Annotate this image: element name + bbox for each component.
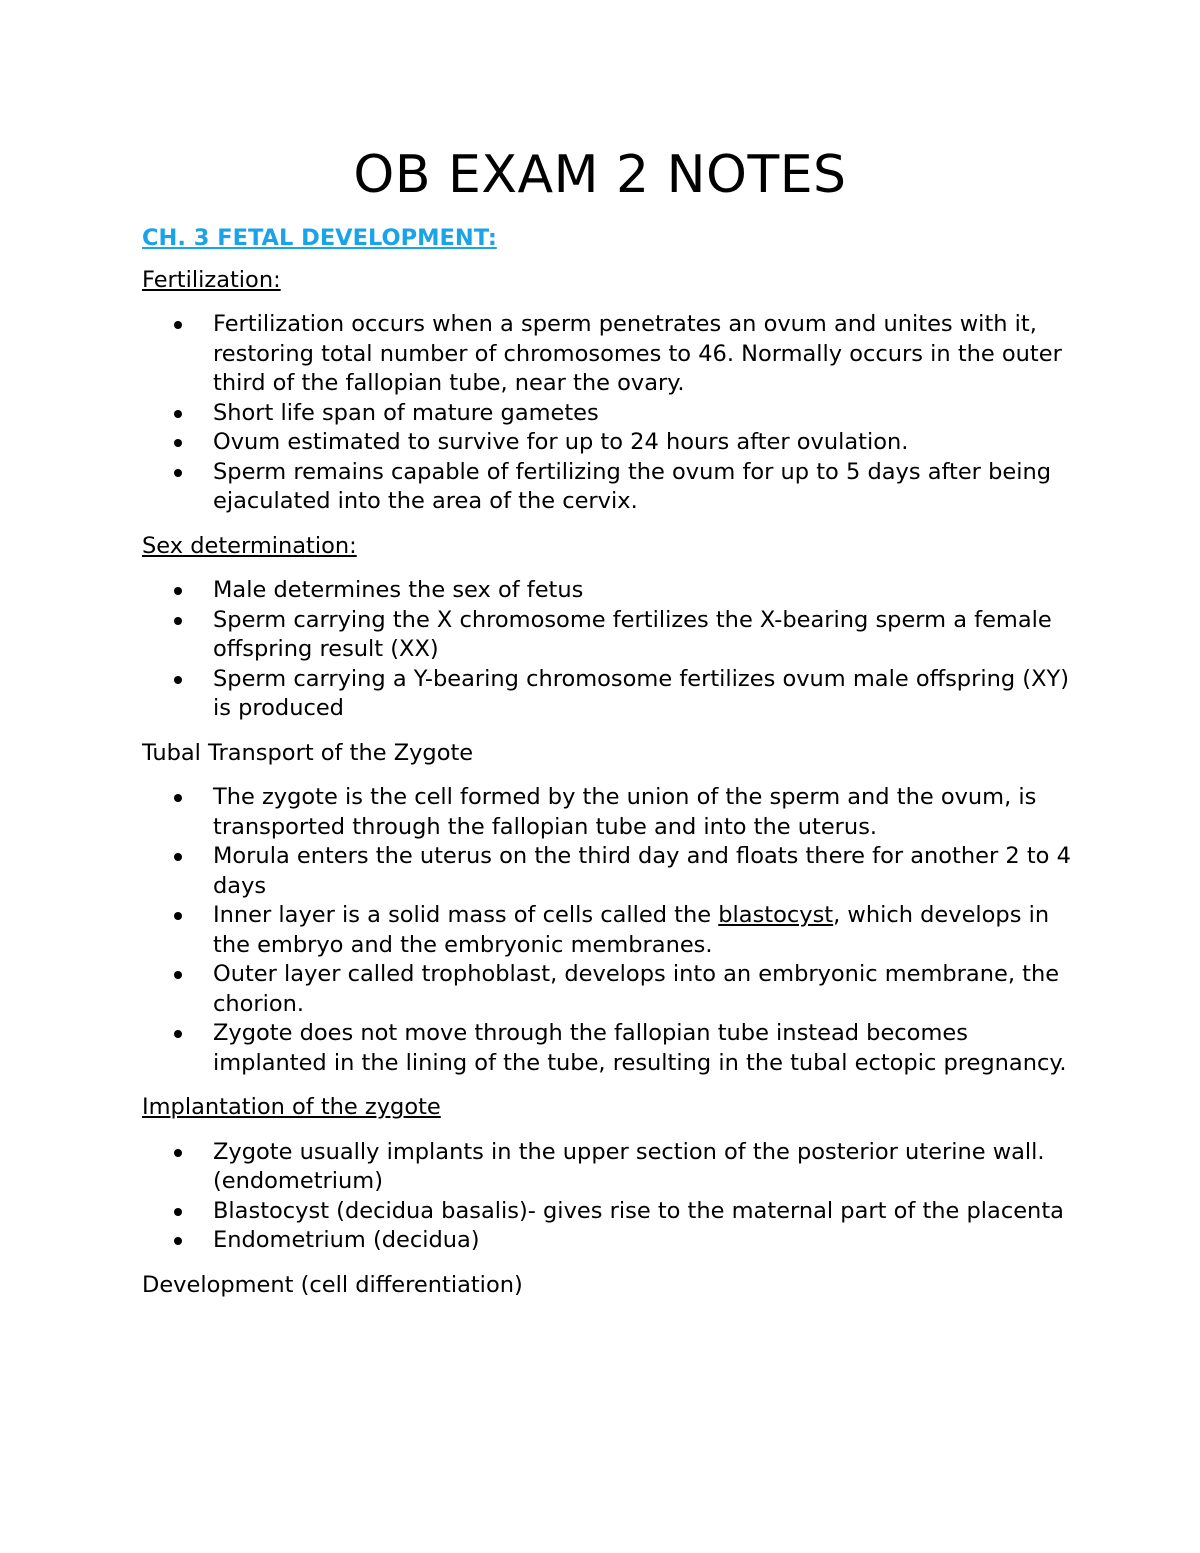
bullet-list-implantation (142, 1138, 1072, 1256)
bullet-icon (174, 1030, 182, 1038)
list-item-text: Zygote does not move through the fallopian tube instead becomes implanted in the lining of the tube, resulting in the tubal ectopic pregnancy. (213, 1020, 1067, 1076)
list-item-text-before: Inner layer is a solid mass of cells called the (213, 902, 719, 928)
list-item (142, 1019, 1072, 1078)
list-item (142, 606, 1072, 665)
list-item-text: Endometrium (decidua) (213, 1227, 480, 1253)
list-item (142, 901, 1072, 960)
list-item (142, 576, 1072, 606)
bullet-list-tubal-transport (142, 783, 1072, 1078)
list-item (142, 1226, 1072, 1256)
list-item-text: Short life span of mature gametes (213, 399, 599, 426)
list-item-text: Fertilization occurs when a sperm penetrates an ovum and unites with it, restoring total number of chromosomes to 46. Normally occurs in the outer third of the fallopian tube, near the ovary. (213, 311, 1062, 396)
underlined-term-blastocyst: blastocyst (718, 902, 834, 928)
bullet-icon (174, 853, 182, 861)
list-item (142, 428, 1072, 458)
list-item (142, 665, 1072, 724)
bullet-icon (174, 587, 182, 595)
list-item-text: Blastocyst (decidua basalis)- gives rise to the maternal part of the placenta (213, 1197, 1064, 1224)
list-item-text: Sperm carrying the X chromosome fertilizes the X-bearing sperm a female offspring result (XX) (213, 606, 1052, 662)
bullet-list-sex-determination (142, 576, 1072, 724)
list-item (142, 960, 1072, 1019)
list-item-text-after: , which develops in the embryo and the embryonic membranes. (213, 902, 1050, 958)
bullet-icon (174, 439, 182, 447)
bullet-icon (174, 617, 182, 625)
list-item (142, 1197, 1072, 1227)
list-item (142, 783, 1072, 842)
bullet-icon (174, 971, 182, 979)
list-item (142, 399, 1072, 429)
bullet-icon (174, 321, 182, 329)
bullet-icon (174, 410, 182, 418)
list-item-text: The zygote is the cell formed by the union of the sperm and the ovum, is transported through the fallopian tube and into the uterus. (213, 784, 1037, 840)
list-item-text: Sperm remains capable of fertilizing the ovum for up to 5 days after being ejaculated into the area of the cervix. (213, 458, 1052, 514)
bullet-icon (174, 1208, 182, 1216)
bullet-icon (174, 912, 182, 920)
bullet-icon (174, 469, 182, 477)
bullet-icon (174, 794, 182, 802)
section-heading-implantation: Implantation of the zygote (142, 1094, 441, 1120)
list-item (142, 1138, 1072, 1197)
document-title: OB EXAM 2 NOTES (353, 145, 847, 205)
bullet-icon (174, 1149, 182, 1157)
list-item-text: Ovum estimated to survive for up to 24 hours after ovulation. (213, 429, 909, 455)
section-heading-fertilization: Fertilization: (142, 266, 281, 293)
section-heading-development: Development (cell differentiation) (142, 1271, 523, 1298)
list-item (142, 310, 1072, 399)
list-item (142, 842, 1072, 901)
list-item-text: Male determines the sex of fetus (213, 577, 584, 603)
list-item-text: Zygote usually implants in the upper section of the posterior uterine wall. (endometrium) (213, 1138, 1045, 1194)
list-item-text: Outer layer called trophoblast, develops into an embryonic membrane, the chorion. (213, 961, 1060, 1017)
section-heading-tubal-transport: Tubal Transport of the Zygote (142, 739, 474, 766)
list-item (142, 458, 1072, 517)
document-body (142, 224, 1072, 1315)
bullet-list-fertilization (142, 310, 1072, 517)
section-heading-sex-determination: Sex determination: (142, 532, 357, 559)
list-item-text: Morula enters the uterus on the third day and floats there for another 2 to 4 days (213, 843, 1071, 899)
list-item-text: Sperm carrying a Y-bearing chromosome fertilizes ovum male offspring (XY) is produced (213, 665, 1069, 721)
chapter-heading: CH. 3 FETAL DEVELOPMENT: (142, 225, 497, 251)
bullet-icon (174, 676, 182, 684)
bullet-icon (174, 1237, 182, 1245)
